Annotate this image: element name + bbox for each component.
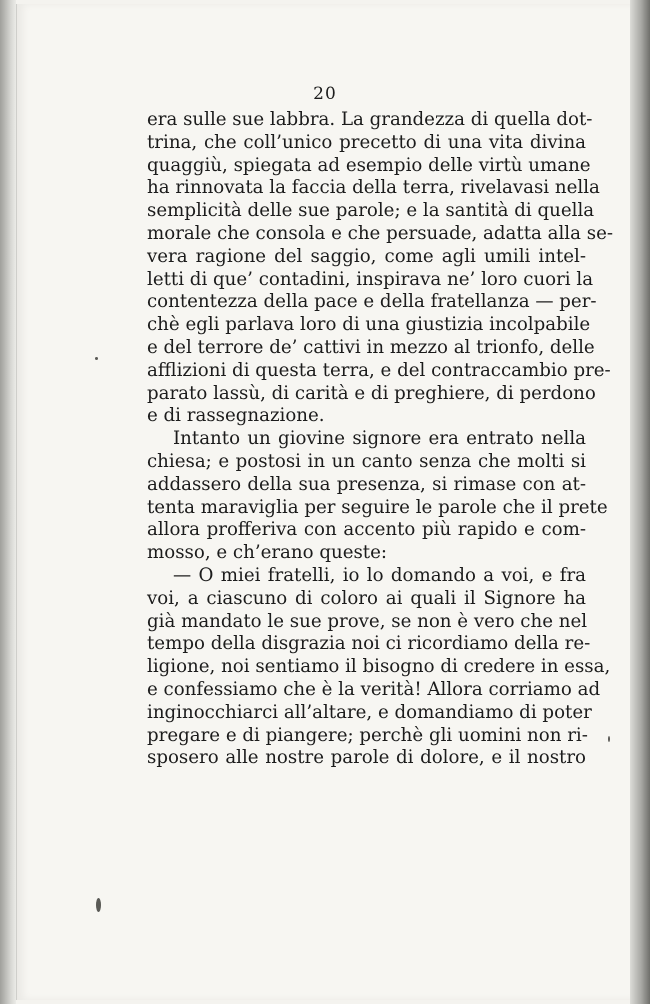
text-line: inginocchiarci all’altare, e domandiamo di poter [147, 701, 592, 723]
text-line: allora profferiva con accento più rapido e com- [147, 519, 586, 541]
text-line: semplicità delle sue parole; e la santità di quella [147, 200, 595, 222]
text-line: afflizioni di questa terra, e del contraccambio pre- [147, 359, 611, 381]
text-line: voi, a ciascuno di coloro ai quali il Signore ha [147, 587, 586, 609]
paragraph-end-line: e di rassegnazione. [147, 405, 325, 427]
ink-speck [95, 357, 98, 360]
text-line: chiesa; e postosi in un canto senza che molti si [147, 450, 586, 472]
paragraph-start-line: Intanto un giovine signore era entrato nella [173, 428, 586, 450]
text-line: morale che consola e che persuade, adatta alla se- [147, 222, 613, 244]
text-line: e confessiamo che è la verità! Allora corriamo ad [147, 678, 601, 700]
text-line: era sulle sue labbra. La grandezza di quella dot- [147, 109, 593, 130]
text-line: ha rinnovata la faccia della terra, rivelavasi nella [147, 177, 600, 199]
text-line: trina, che coll’unico precetto di una vita divina [147, 131, 586, 153]
text-line: sposero alle nostre parole di dolore, e il nostro [147, 747, 586, 769]
text-line: contentezza della pace e della fratellanza — per- [147, 291, 597, 313]
text-line: addassero della sua presenza, si rimase con at- [147, 473, 586, 495]
text-line: letti di que’ contadini, inspirava ne’ loro cuori la [147, 268, 594, 290]
book-gutter-left [0, 0, 16, 1004]
ink-speck [96, 898, 101, 912]
text-line: vera ragione del saggio, come agli umili intel- [147, 245, 586, 267]
text-line: quaggiù, spiegata ad esempio delle virtù umane [147, 154, 591, 176]
text-line: già mandato le sue prove, se non è vero che nel [147, 610, 588, 632]
text-line: ligione, noi sentiamo il bisogno di credere in essa, [147, 656, 611, 678]
text-line: tempo della disgrazia noi ci ricordiamo della re- [147, 633, 591, 655]
page-number: 20 [313, 84, 337, 104]
body-text [147, 109, 613, 770]
text-line: parato lassù, di carità e di preghiere, di perdono [147, 382, 596, 404]
text-line: e del terrore de’ cattivi in mezzo al trionfo, delle [147, 336, 595, 358]
text-line: tenta maraviglia per seguire le parole che il prete [147, 496, 608, 518]
book-edge-right [630, 0, 650, 1004]
text-line: chè egli parlava loro di una giustizia incolpabile [147, 314, 591, 336]
ink-speck [608, 736, 610, 742]
text-line: pregare e di piangere; perchè gli uomini non ri- [147, 724, 588, 746]
paragraph-end-line: mosso, e ch’erano queste: [147, 542, 387, 564]
paragraph-start-line: — O miei fratelli, io lo domando a voi, e fra [173, 564, 586, 586]
